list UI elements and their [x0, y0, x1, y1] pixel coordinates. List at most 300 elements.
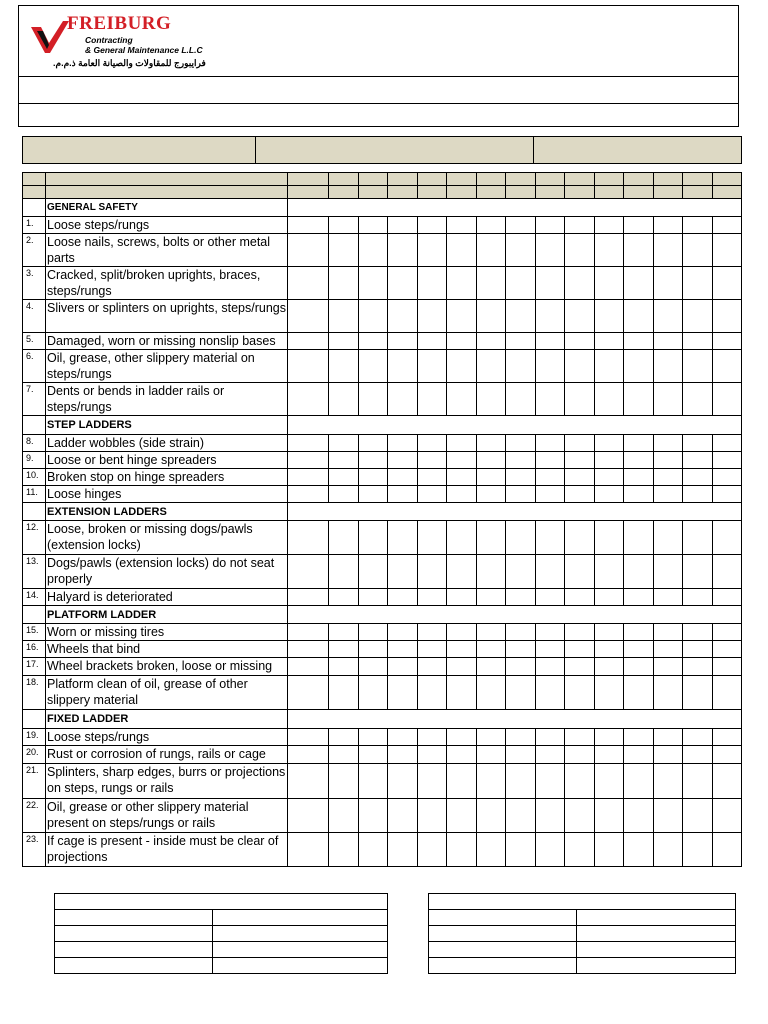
sig-right-title-cell[interactable] — [429, 894, 736, 910]
check-cell[interactable] — [359, 469, 388, 486]
check-cell[interactable] — [447, 799, 477, 833]
header-check-cell[interactable] — [595, 186, 624, 199]
header-check-cell[interactable] — [388, 186, 418, 199]
check-cell[interactable] — [506, 676, 536, 710]
check-cell[interactable] — [329, 333, 359, 350]
check-cell[interactable] — [565, 658, 595, 676]
check-cell[interactable] — [595, 234, 624, 267]
header-check-cell[interactable] — [713, 186, 742, 199]
check-cell[interactable] — [477, 300, 506, 333]
check-cell[interactable] — [329, 217, 359, 234]
check-cell[interactable] — [418, 799, 447, 833]
check-cell[interactable] — [565, 624, 595, 641]
check-cell[interactable] — [388, 435, 418, 452]
check-cell[interactable] — [565, 267, 595, 300]
check-cell[interactable] — [329, 764, 359, 799]
check-cell[interactable] — [624, 486, 654, 503]
check-cell[interactable] — [624, 217, 654, 234]
check-cell[interactable] — [329, 350, 359, 383]
check-cell[interactable] — [388, 300, 418, 333]
check-cell[interactable] — [683, 799, 713, 833]
check-cell[interactable] — [565, 729, 595, 746]
check-cell[interactable] — [388, 452, 418, 469]
header-check-cell[interactable] — [565, 173, 595, 186]
check-cell[interactable] — [329, 641, 359, 658]
check-cell[interactable] — [595, 486, 624, 503]
check-cell[interactable] — [288, 217, 329, 234]
check-cell[interactable] — [447, 764, 477, 799]
check-cell[interactable] — [359, 333, 388, 350]
check-cell[interactable] — [447, 267, 477, 300]
check-cell[interactable] — [288, 589, 329, 606]
check-cell[interactable] — [477, 469, 506, 486]
check-cell[interactable] — [288, 746, 329, 764]
check-cell[interactable] — [477, 333, 506, 350]
check-cell[interactable] — [624, 267, 654, 300]
check-cell[interactable] — [683, 746, 713, 764]
check-cell[interactable] — [388, 833, 418, 867]
check-cell[interactable] — [388, 729, 418, 746]
header-check-cell[interactable] — [418, 186, 447, 199]
check-cell[interactable] — [624, 799, 654, 833]
check-cell[interactable] — [624, 641, 654, 658]
check-cell[interactable] — [329, 267, 359, 300]
check-cell[interactable] — [536, 799, 565, 833]
check-cell[interactable] — [506, 267, 536, 300]
check-cell[interactable] — [683, 486, 713, 503]
check-cell[interactable] — [654, 333, 683, 350]
check-cell[interactable] — [329, 521, 359, 555]
check-cell[interactable] — [506, 350, 536, 383]
check-cell[interactable] — [329, 452, 359, 469]
check-cell[interactable] — [683, 300, 713, 333]
sig-left-value[interactable] — [213, 958, 388, 974]
check-cell[interactable] — [713, 452, 742, 469]
check-cell[interactable] — [506, 658, 536, 676]
check-cell[interactable] — [288, 452, 329, 469]
check-cell[interactable] — [359, 486, 388, 503]
check-cell[interactable] — [595, 300, 624, 333]
check-cell[interactable] — [477, 658, 506, 676]
check-cell[interactable] — [565, 833, 595, 867]
check-cell[interactable] — [536, 300, 565, 333]
header-check-cell[interactable] — [654, 173, 683, 186]
check-cell[interactable] — [288, 729, 329, 746]
check-cell[interactable] — [418, 555, 447, 589]
check-cell[interactable] — [477, 641, 506, 658]
header-check-cell[interactable] — [506, 173, 536, 186]
header-check-cell[interactable] — [388, 173, 418, 186]
check-cell[interactable] — [683, 764, 713, 799]
check-cell[interactable] — [595, 452, 624, 469]
check-cell[interactable] — [477, 833, 506, 867]
check-cell[interactable] — [418, 300, 447, 333]
check-cell[interactable] — [418, 234, 447, 267]
check-cell[interactable] — [359, 764, 388, 799]
check-cell[interactable] — [595, 764, 624, 799]
header-check-cell[interactable] — [506, 186, 536, 199]
check-cell[interactable] — [536, 589, 565, 606]
check-cell[interactable] — [447, 555, 477, 589]
check-cell[interactable] — [477, 676, 506, 710]
check-cell[interactable] — [654, 624, 683, 641]
check-cell[interactable] — [388, 799, 418, 833]
check-cell[interactable] — [359, 555, 388, 589]
check-cell[interactable] — [388, 658, 418, 676]
check-cell[interactable] — [359, 833, 388, 867]
check-cell[interactable] — [447, 486, 477, 503]
check-cell[interactable] — [536, 452, 565, 469]
check-cell[interactable] — [418, 333, 447, 350]
check-cell[interactable] — [713, 300, 742, 333]
check-cell[interactable] — [713, 833, 742, 867]
check-cell[interactable] — [565, 333, 595, 350]
check-cell[interactable] — [595, 217, 624, 234]
check-cell[interactable] — [506, 624, 536, 641]
check-cell[interactable] — [654, 469, 683, 486]
check-cell[interactable] — [624, 729, 654, 746]
check-cell[interactable] — [713, 435, 742, 452]
header-check-cell[interactable] — [536, 186, 565, 199]
sig-left-title-cell[interactable] — [55, 894, 388, 910]
header-check-cell[interactable] — [329, 173, 359, 186]
check-cell[interactable] — [536, 267, 565, 300]
check-cell[interactable] — [536, 521, 565, 555]
check-cell[interactable] — [654, 486, 683, 503]
check-cell[interactable] — [654, 641, 683, 658]
check-cell[interactable] — [565, 764, 595, 799]
check-cell[interactable] — [565, 234, 595, 267]
check-cell[interactable] — [683, 641, 713, 658]
check-cell[interactable] — [713, 589, 742, 606]
check-cell[interactable] — [654, 300, 683, 333]
check-cell[interactable] — [565, 435, 595, 452]
check-cell[interactable] — [713, 234, 742, 267]
check-cell[interactable] — [595, 799, 624, 833]
check-cell[interactable] — [418, 383, 447, 416]
check-cell[interactable] — [595, 555, 624, 589]
check-cell[interactable] — [447, 833, 477, 867]
check-cell[interactable] — [447, 589, 477, 606]
check-cell[interactable] — [565, 676, 595, 710]
check-cell[interactable] — [388, 469, 418, 486]
check-cell[interactable] — [506, 333, 536, 350]
header-check-cell[interactable] — [359, 186, 388, 199]
check-cell[interactable] — [713, 217, 742, 234]
check-cell[interactable] — [477, 435, 506, 452]
check-cell[interactable] — [536, 764, 565, 799]
check-cell[interactable] — [536, 486, 565, 503]
check-cell[interactable] — [506, 300, 536, 333]
check-cell[interactable] — [447, 383, 477, 416]
check-cell[interactable] — [359, 729, 388, 746]
check-cell[interactable] — [477, 624, 506, 641]
check-cell[interactable] — [624, 676, 654, 710]
check-cell[interactable] — [447, 435, 477, 452]
check-cell[interactable] — [595, 383, 624, 416]
check-cell[interactable] — [388, 267, 418, 300]
check-cell[interactable] — [624, 833, 654, 867]
check-cell[interactable] — [359, 658, 388, 676]
check-cell[interactable] — [329, 486, 359, 503]
check-cell[interactable] — [288, 799, 329, 833]
check-cell[interactable] — [654, 799, 683, 833]
check-cell[interactable] — [447, 350, 477, 383]
check-cell[interactable] — [477, 764, 506, 799]
check-cell[interactable] — [506, 589, 536, 606]
check-cell[interactable] — [329, 833, 359, 867]
check-cell[interactable] — [536, 435, 565, 452]
check-cell[interactable] — [477, 521, 506, 555]
header-check-cell[interactable] — [359, 173, 388, 186]
check-cell[interactable] — [418, 833, 447, 867]
check-cell[interactable] — [447, 641, 477, 658]
check-cell[interactable] — [683, 267, 713, 300]
header-check-cell[interactable] — [418, 173, 447, 186]
check-cell[interactable] — [388, 589, 418, 606]
check-cell[interactable] — [624, 350, 654, 383]
check-cell[interactable] — [388, 333, 418, 350]
header-check-cell[interactable] — [447, 173, 477, 186]
check-cell[interactable] — [418, 589, 447, 606]
check-cell[interactable] — [288, 234, 329, 267]
check-cell[interactable] — [713, 555, 742, 589]
check-cell[interactable] — [447, 676, 477, 710]
check-cell[interactable] — [565, 300, 595, 333]
check-cell[interactable] — [388, 486, 418, 503]
check-cell[interactable] — [477, 267, 506, 300]
check-cell[interactable] — [536, 469, 565, 486]
check-cell[interactable] — [359, 641, 388, 658]
check-cell[interactable] — [565, 469, 595, 486]
header-check-cell[interactable] — [329, 186, 359, 199]
check-cell[interactable] — [288, 555, 329, 589]
check-cell[interactable] — [595, 469, 624, 486]
check-cell[interactable] — [624, 521, 654, 555]
check-cell[interactable] — [654, 217, 683, 234]
check-cell[interactable] — [359, 589, 388, 606]
check-cell[interactable] — [536, 729, 565, 746]
check-cell[interactable] — [359, 676, 388, 710]
check-cell[interactable] — [288, 521, 329, 555]
check-cell[interactable] — [683, 589, 713, 606]
check-cell[interactable] — [713, 383, 742, 416]
info-field-3[interactable] — [533, 137, 742, 163]
check-cell[interactable] — [447, 746, 477, 764]
check-cell[interactable] — [595, 641, 624, 658]
check-cell[interactable] — [654, 234, 683, 267]
check-cell[interactable] — [506, 729, 536, 746]
check-cell[interactable] — [359, 300, 388, 333]
check-cell[interactable] — [565, 746, 595, 764]
check-cell[interactable] — [447, 300, 477, 333]
check-cell[interactable] — [683, 729, 713, 746]
check-cell[interactable] — [329, 658, 359, 676]
header-check-cell[interactable] — [447, 186, 477, 199]
check-cell[interactable] — [388, 555, 418, 589]
check-cell[interactable] — [288, 469, 329, 486]
check-cell[interactable] — [713, 267, 742, 300]
check-cell[interactable] — [388, 641, 418, 658]
check-cell[interactable] — [359, 267, 388, 300]
check-cell[interactable] — [506, 833, 536, 867]
check-cell[interactable] — [388, 350, 418, 383]
check-cell[interactable] — [418, 350, 447, 383]
check-cell[interactable] — [565, 555, 595, 589]
check-cell[interactable] — [595, 658, 624, 676]
check-cell[interactable] — [447, 624, 477, 641]
check-cell[interactable] — [477, 350, 506, 383]
check-cell[interactable] — [359, 624, 388, 641]
check-cell[interactable] — [654, 746, 683, 764]
check-cell[interactable] — [506, 486, 536, 503]
check-cell[interactable] — [565, 217, 595, 234]
check-cell[interactable] — [536, 676, 565, 710]
check-cell[interactable] — [418, 624, 447, 641]
check-cell[interactable] — [288, 676, 329, 710]
check-cell[interactable] — [713, 746, 742, 764]
check-cell[interactable] — [447, 217, 477, 234]
check-cell[interactable] — [595, 521, 624, 555]
check-cell[interactable] — [388, 217, 418, 234]
check-cell[interactable] — [288, 486, 329, 503]
check-cell[interactable] — [624, 435, 654, 452]
check-cell[interactable] — [329, 234, 359, 267]
check-cell[interactable] — [506, 746, 536, 764]
check-cell[interactable] — [565, 486, 595, 503]
check-cell[interactable] — [654, 383, 683, 416]
header-check-cell[interactable] — [624, 186, 654, 199]
header-check-cell[interactable] — [595, 173, 624, 186]
check-cell[interactable] — [418, 764, 447, 799]
check-cell[interactable] — [683, 658, 713, 676]
header-check-cell[interactable] — [654, 186, 683, 199]
check-cell[interactable] — [288, 764, 329, 799]
check-cell[interactable] — [536, 333, 565, 350]
check-cell[interactable] — [329, 555, 359, 589]
check-cell[interactable] — [477, 217, 506, 234]
check-cell[interactable] — [536, 833, 565, 867]
check-cell[interactable] — [683, 383, 713, 416]
check-cell[interactable] — [477, 234, 506, 267]
check-cell[interactable] — [447, 333, 477, 350]
check-cell[interactable] — [477, 799, 506, 833]
check-cell[interactable] — [624, 764, 654, 799]
check-cell[interactable] — [624, 624, 654, 641]
check-cell[interactable] — [506, 799, 536, 833]
check-cell[interactable] — [536, 746, 565, 764]
check-cell[interactable] — [713, 658, 742, 676]
check-cell[interactable] — [713, 521, 742, 555]
check-cell[interactable] — [595, 589, 624, 606]
check-cell[interactable] — [595, 729, 624, 746]
check-cell[interactable] — [329, 746, 359, 764]
check-cell[interactable] — [388, 764, 418, 799]
check-cell[interactable] — [329, 589, 359, 606]
check-cell[interactable] — [683, 555, 713, 589]
check-cell[interactable] — [536, 555, 565, 589]
check-cell[interactable] — [595, 435, 624, 452]
header-check-cell[interactable] — [477, 173, 506, 186]
check-cell[interactable] — [713, 641, 742, 658]
info-field-1[interactable] — [23, 137, 256, 163]
check-cell[interactable] — [288, 624, 329, 641]
check-cell[interactable] — [477, 555, 506, 589]
check-cell[interactable] — [536, 641, 565, 658]
check-cell[interactable] — [595, 676, 624, 710]
check-cell[interactable] — [506, 641, 536, 658]
check-cell[interactable] — [536, 234, 565, 267]
check-cell[interactable] — [536, 350, 565, 383]
check-cell[interactable] — [624, 452, 654, 469]
check-cell[interactable] — [288, 641, 329, 658]
sig-left-value[interactable] — [213, 910, 388, 926]
check-cell[interactable] — [388, 746, 418, 764]
check-cell[interactable] — [713, 469, 742, 486]
check-cell[interactable] — [654, 658, 683, 676]
check-cell[interactable] — [506, 217, 536, 234]
check-cell[interactable] — [477, 486, 506, 503]
check-cell[interactable] — [536, 383, 565, 416]
check-cell[interactable] — [418, 676, 447, 710]
sig-right-value[interactable] — [577, 942, 736, 958]
check-cell[interactable] — [713, 486, 742, 503]
check-cell[interactable] — [654, 350, 683, 383]
check-cell[interactable] — [683, 333, 713, 350]
check-cell[interactable] — [329, 799, 359, 833]
check-cell[interactable] — [359, 435, 388, 452]
check-cell[interactable] — [329, 300, 359, 333]
check-cell[interactable] — [624, 555, 654, 589]
check-cell[interactable] — [565, 350, 595, 383]
sig-right-value[interactable] — [577, 958, 736, 974]
check-cell[interactable] — [683, 521, 713, 555]
check-cell[interactable] — [288, 833, 329, 867]
check-cell[interactable] — [359, 452, 388, 469]
check-cell[interactable] — [418, 658, 447, 676]
check-cell[interactable] — [683, 624, 713, 641]
check-cell[interactable] — [388, 383, 418, 416]
check-cell[interactable] — [683, 350, 713, 383]
check-cell[interactable] — [329, 729, 359, 746]
check-cell[interactable] — [624, 383, 654, 416]
check-cell[interactable] — [506, 452, 536, 469]
check-cell[interactable] — [624, 300, 654, 333]
check-cell[interactable] — [418, 267, 447, 300]
check-cell[interactable] — [654, 676, 683, 710]
check-cell[interactable] — [359, 350, 388, 383]
check-cell[interactable] — [288, 333, 329, 350]
check-cell[interactable] — [418, 641, 447, 658]
check-cell[interactable] — [536, 624, 565, 641]
check-cell[interactable] — [654, 452, 683, 469]
check-cell[interactable] — [288, 435, 329, 452]
check-cell[interactable] — [536, 658, 565, 676]
check-cell[interactable] — [624, 234, 654, 267]
header-check-cell[interactable] — [288, 173, 329, 186]
check-cell[interactable] — [624, 589, 654, 606]
check-cell[interactable] — [506, 234, 536, 267]
sig-right-value[interactable] — [577, 910, 736, 926]
check-cell[interactable] — [447, 469, 477, 486]
check-cell[interactable] — [654, 833, 683, 867]
check-cell[interactable] — [418, 435, 447, 452]
header-check-cell[interactable] — [288, 186, 329, 199]
check-cell[interactable] — [329, 676, 359, 710]
check-cell[interactable] — [624, 746, 654, 764]
check-cell[interactable] — [595, 746, 624, 764]
check-cell[interactable] — [359, 217, 388, 234]
